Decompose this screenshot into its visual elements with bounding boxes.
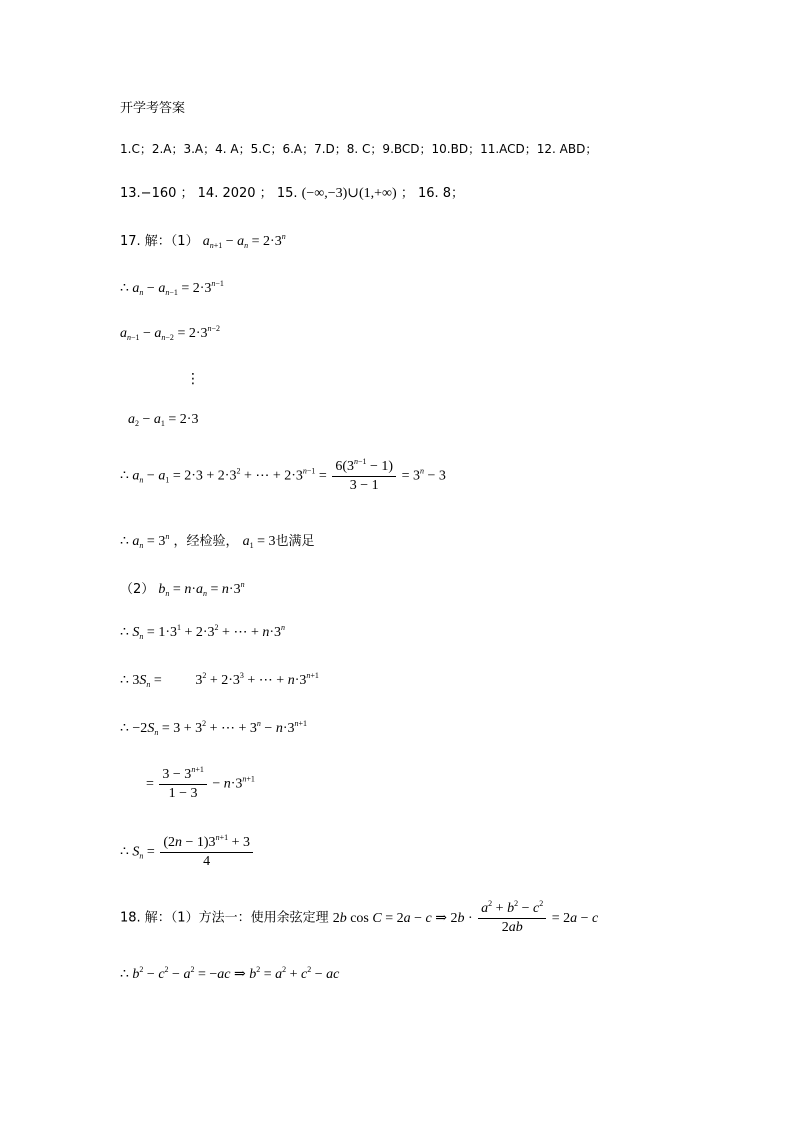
q17-part2-def: （2） $b_n = n\cdot a_n = n\cdot 3^n$ xyxy=(120,580,245,598)
q17-head: 17. 解：（1） xyxy=(120,234,199,249)
q17-eq-step2: $a_{n-1} - a_{n-2} = 2\cdot 3^{n-2}$ xyxy=(120,324,221,342)
q18-fraction-cosine: $\frac{a^2 + b^2 - c^2}{2ab}$ xyxy=(478,900,546,937)
q17-eq-3Sn: ∴ $3S_n = 3^2 + 2\cdot 3^3$ + ⋯ + $n\cdot 3^{n+1}$ xyxy=(120,671,319,689)
q18-eq-result: ∴ $b^2 - c^2 - a^2 = -ac$ ⇒ $b^2 = a^2 + c^2$ − ac xyxy=(120,965,340,982)
q17-fraction-geometric: $\frac{6(3^{n-1} - 1)}{3 - 1}$ xyxy=(332,458,396,495)
q17-eq-final: ∴ $S_n$ = $\frac{(2n - 1)3^{n+1} + 3}{4}$ xyxy=(120,834,255,871)
answer-15-label: 15. xyxy=(276,186,298,201)
q17-check-end: 也满足 xyxy=(275,534,315,549)
q17-eq-minus2Sn: ∴ $-2S_n = 3 + 3^2$ + ⋯ + $3^n - n\cdot 3^{n+1}$ xyxy=(120,719,307,737)
answer-16: 16. 8； xyxy=(417,186,465,201)
q17-result: ∴ $a_n = 3^n$ ，经检验， $a_1 = 3$也满足 xyxy=(120,532,315,550)
answers-1-12: 1.C；2.A；3.A；4. A；5.C；6.A；7.D；8. C；9.BCD；10.BD；11.ACD；12. ABD； xyxy=(120,142,598,156)
q18-part1: 18. 解：（1）方法一：使用余弦定理 2b cos C = 2a − c ⇒ 2b · $\frac{a^2 + b^2 - c^2}{2ab}$ = 2a − c xyxy=(120,899,599,935)
q17-eq-Sn: ∴ $S_n = 1\cdot 3^1 + 2\cdot 3^2$ + ⋯ + $n\cdot 3^n$ xyxy=(120,623,286,641)
q17-fraction-sum: $\frac{3 - 3^{n+1}}{1 - 3}$ xyxy=(159,766,206,803)
q17-eq-step3: $a_2 - a_1 = 2\cdot 3$ xyxy=(128,412,199,428)
answers-13-16 xyxy=(120,182,464,202)
q18-head: 18. 解：（1）方法一：使用余弦定理 xyxy=(120,910,329,926)
answer-13: 13.−160 ； xyxy=(120,186,194,201)
q17-check-text: ，经检验， xyxy=(173,534,239,549)
ellipsis-artifact: ⋮ xyxy=(186,371,200,387)
q17-eq-step1: ∴ $a_n - a_{n-1} = 2\cdot 3^{n-1}$ xyxy=(120,279,224,297)
q17-part2-label: （2） xyxy=(120,582,155,597)
answer-15-end: ； xyxy=(400,186,414,201)
q17-eq-recurrence: $a_{n+1} - a_n = 2\cdot 3^n$ xyxy=(202,232,286,250)
answer-15-value: (−∞,−3)∪(1,+∞) xyxy=(301,186,397,201)
page-title: 开学考答案 xyxy=(120,101,186,116)
q17-eq-sum: ∴ $a_n - a_1 = 2\cdot 3 + 2\cdot 3^2$ + ⋯ + $2\cdot 3^{n-1}$ = $\frac{6(3^{n-1} - 1)}{3 - 1}$ = $3^n - 3$ xyxy=(120,457,446,493)
q17-part1-given xyxy=(120,230,286,250)
q17-eq-fraction-line: = $\frac{3 - 3^{n+1}}{1 - 3}$ − $n\cdot 3^{n+1}$ xyxy=(146,765,255,801)
answer-14: 14. 2020 ； xyxy=(197,186,273,201)
q17-fraction-final: $\frac{(2n - 1)3^{n+1} + 3}{4}$ xyxy=(160,834,253,871)
